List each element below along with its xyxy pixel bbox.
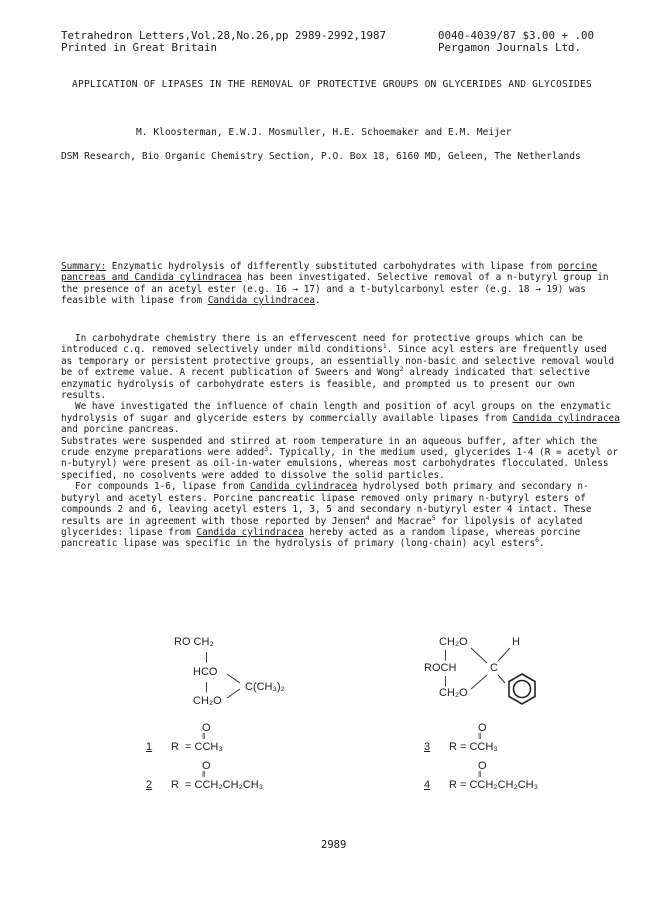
structure-row: CH₂O (193, 695, 222, 707)
organism-name: Candida cylindracea (249, 481, 358, 493)
isopropylidene-group: C(CH₃)₂ (245, 681, 285, 693)
carbonyl-oxygen: O (202, 722, 211, 734)
reference-marker: 5 (431, 513, 436, 522)
double-bond: ‖ (202, 732, 206, 741)
bond-line: | (444, 649, 447, 661)
organism-name: Candida cylindracea (196, 526, 304, 538)
reference-marker: 6 (535, 536, 540, 545)
organism-name: Candida cylindracea (512, 412, 620, 424)
organism-name: Candida cylindracea (207, 295, 315, 307)
compound-number: 2 (146, 779, 153, 791)
issn-price: 0040-4039/87 $3.00 + .00 (438, 29, 595, 42)
double-bond: ‖ (478, 770, 482, 779)
reference-marker: 1 (382, 342, 387, 351)
reference-marker: 4 (365, 513, 370, 522)
affiliation: DSM Research, Bio Organic Chemistry Section, P.O. Box 18, 6160 MD, Geleen, The Netherlands (61, 151, 581, 162)
paragraph-4: For compounds 1-6, lipase from Candida cylindracea hydrolysed both primary and secondary n-butyryl and acetyl esters. Porcine pancreatic lipase removed only primary n-butyryl esters of compounds 2 and 6, leaving acetyl esters 1, 3, 5 and secondary n-butyryl ester 4 intact. These results are in agreement with those reported by Jensen$^4$ and Macrae$^5$ for lipolysis of acylated glycerides: lipase from Candida cylindracea hereby acted as a random lipase, whereas porcine pancreatic lipase was specific in the hydrolysis of primary (long-chain) acyl esters$^6$. (61, 481, 592, 550)
phenyl-ring-icon (505, 672, 539, 706)
compound-r-group: R = CCH₃ (171, 741, 223, 753)
compound-number: 4 (424, 779, 431, 791)
reference-marker: 2 (399, 365, 404, 374)
paragraph-2: We have investigated the influence of chain length and position of acyl groups on the enzymatic hydrolysis of sugar and glyceride esters by commercially available lipases from Candida cylindracea and porcine pancreas. (61, 401, 620, 436)
carbonyl-oxygen: O (202, 760, 211, 772)
ketal-bonds (225, 666, 265, 706)
bond-line: | (444, 675, 447, 687)
compound-number: 1 (146, 741, 153, 753)
structure-row: CH₂O (439, 636, 468, 648)
summary: Summary: Enzymatic hydrolysis of differently substituted carbohydrates with lipase from porcine pancreas and Candida cylindracea has been investigated. Selective removal of a n-butyryl group in the presence of an acetyl ester (e.g. 16 → 17) and a t-butylcarbonyl ester (e.g. 18 → 19) was feasible with lipase from Candida cylindracea. (61, 261, 609, 307)
double-bond: ‖ (202, 770, 206, 779)
paragraph-1: In carbohydrate chemistry there is an effervescent need for protective groups which can be introduced c.q. removed selectively under mild conditions$^1$. Since acyl esters are frequently used as temporary or persistent protective groups, an essentially non-basic and selective removal would be of extreme value. A recent publication of Sweers and Wong$^2$ already indicated that selective enzymatic hydrolysis of carbohydrate esters is feasible, and prompted us to present our own results. (61, 333, 615, 402)
compound-r-group: R = CCH₂CH₂CH₃ (171, 779, 264, 791)
compound-r-group: R = CCH₃ (449, 741, 498, 753)
paper-title: APPLICATION OF LIPASES IN THE REMOVAL OF PROTECTIVE GROUPS ON GLYCERIDES AND GLYCOSIDES (72, 79, 592, 90)
bond-line: | (205, 651, 208, 663)
structure-row: RO CH₂ (174, 636, 214, 648)
body-text (61, 333, 621, 550)
structure-row: ROCH (424, 662, 457, 674)
compound-r-group: R = CCH₂CH₂CH₃ (449, 779, 539, 791)
authors: M. Kloosterman, E.W.J. Mosmuller, H.E. Schoemaker and E.M. Meijer (136, 127, 512, 138)
carbonyl-oxygen: O (478, 722, 487, 734)
reference-marker: 3 (264, 444, 269, 453)
publisher: Pergamon Journals Ltd. (438, 41, 582, 54)
carbonyl-oxygen: O (478, 760, 487, 772)
printed-in: Printed in Great Britain (61, 41, 218, 54)
journal-citation: Tetrahedron Letters,Vol.28,No.26,pp 2989-2992,1987 (61, 29, 387, 42)
bond-line: | (205, 681, 208, 693)
summary-text-porcine: porcine pancreas and (61, 261, 598, 284)
hydrogen-label: H (512, 636, 520, 648)
structure-row: CH₂O (439, 687, 468, 699)
compound-number: 3 (424, 741, 431, 753)
paragraph-3: Substrates were suspended and stirred at room temperature in an aqueous buffer, after which the crude enzyme preparations were added$^3$. Typically, in the medium used, glycerides 1-4 (R = acetyl or n-butyryl) were present as oil-in-water emulsions, whereas most carbohydrates flocculated. Unless specified, no cosolvents were added to dissolve the solid particles. (61, 435, 619, 481)
acetal-carbon: C (490, 662, 498, 674)
page-number: 2989 (321, 839, 347, 851)
double-bond: ‖ (478, 732, 482, 741)
structure-row: HCO (193, 666, 218, 678)
organism-name: Candida cylindracea (134, 272, 242, 284)
summary-label: Summary: (61, 261, 107, 272)
